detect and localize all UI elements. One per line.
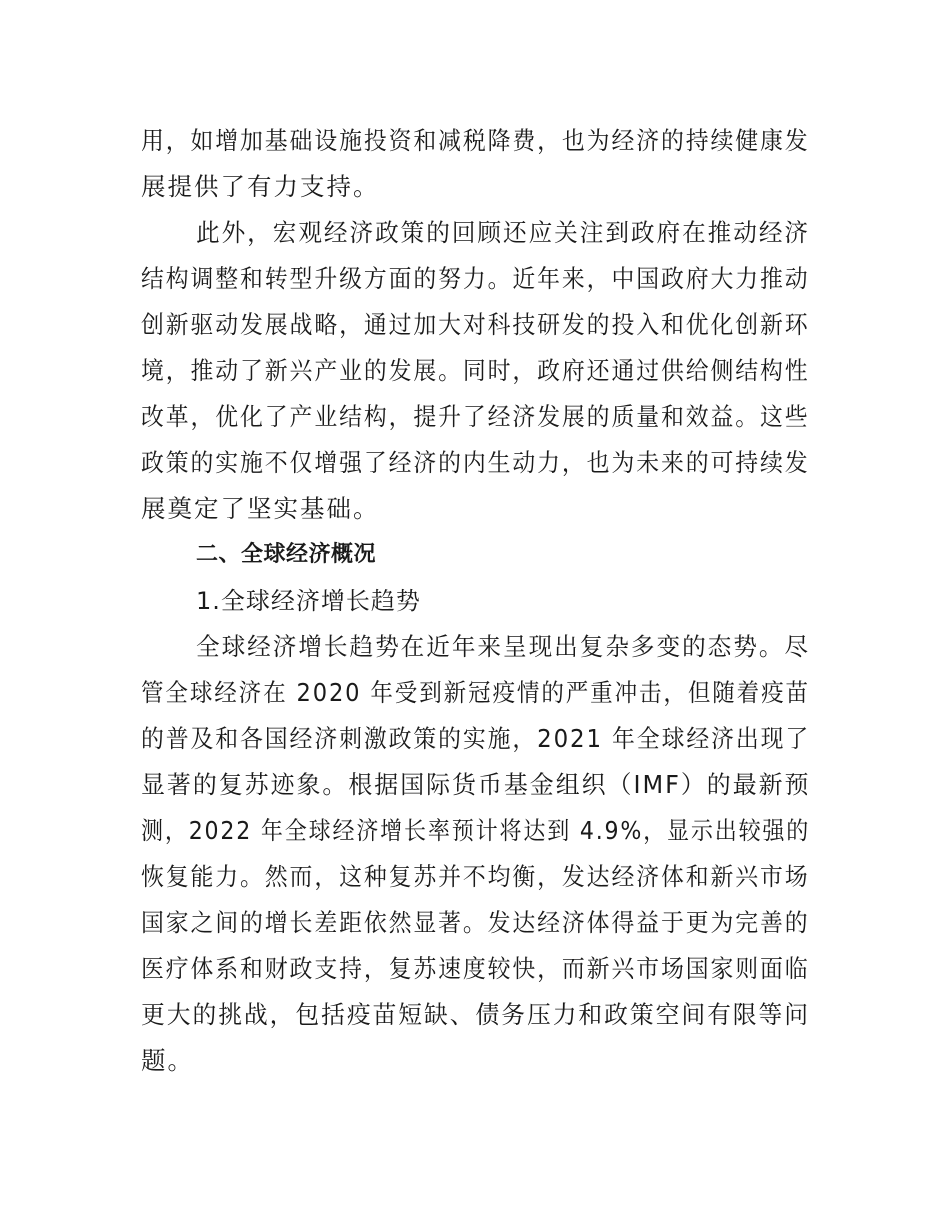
paragraph-line: 的普及和各国经济刺激政策的实施，2021 年全球经济出现了 (141, 724, 811, 753)
paragraph-line: 结构调整和转型升级方面的努力。近年来，中国政府大力推动 (141, 264, 810, 293)
paragraph-line: 政策的实施不仅增强了经济的内生动力，也为未来的可持续发 (141, 448, 810, 477)
paragraph-line: 展奠定了坚实基础。 (141, 494, 380, 523)
paragraph-line: 更大的挑战，包括疫苗短缺、债务压力和政策空间有限等问 (141, 1000, 810, 1029)
paragraph-line: 恢复能力。然而，这种复苏并不均衡，发达经济体和新兴市场 (141, 862, 810, 891)
paragraph-line: 此外，宏观经济政策的回顾还应关注到政府在推动经济 (196, 218, 810, 247)
paragraph-line: 全球经济增长趋势在近年来呈现出复杂多变的态势。尽 (196, 632, 810, 661)
subsection-heading: 1.全球经济增长趋势 (196, 587, 421, 615)
paragraph-line: 用，如增加基础设施投资和减税降费，也为经济的持续健康发 (141, 126, 810, 155)
paragraph-line: 管全球经济在 2020 年受到新冠疫情的严重冲击，但随着疫苗 (141, 678, 810, 707)
paragraph-line: 境，推动了新兴产业的发展。同时，政府还通过供给侧结构性 (141, 356, 810, 385)
paragraph-line: 国家之间的增长差距依然显著。发达经济体得益于更为完善的 (141, 908, 810, 937)
paragraph-line: 创新驱动发展战略，通过加大对科技研发的投入和优化创新环 (141, 310, 810, 339)
paragraph-line: 展提供了有力支持。 (141, 172, 380, 201)
section-heading: 二、全球经济概况 (196, 542, 377, 567)
paragraph-line: 测，2022 年全球经济增长率预计将达到 4.9%，显示出较强的 (141, 816, 811, 845)
paragraph-line: 题。 (141, 1046, 194, 1075)
paragraph-line: 改革，优化了产业结构，提升了经济发展的质量和效益。这些 (141, 402, 810, 431)
paragraph-line: 医疗体系和财政支持，复苏速度较快，而新兴市场国家则面临 (141, 954, 810, 983)
paragraph-line: 显著的复苏迹象。根据国际货币基金组织（IMF）的最新预 (141, 770, 811, 799)
